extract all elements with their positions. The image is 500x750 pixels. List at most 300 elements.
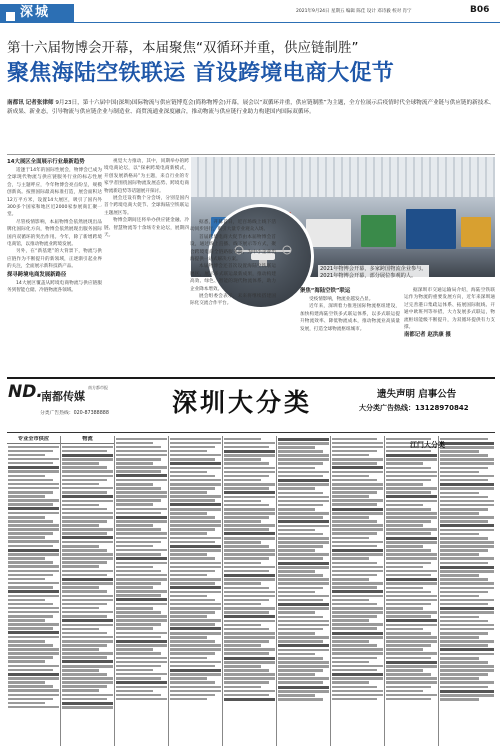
ad-text-line	[386, 640, 437, 643]
classified-rule	[7, 432, 495, 433]
ad-text-line	[8, 503, 53, 506]
ad-text-line	[62, 491, 107, 494]
ad-text-line	[278, 504, 323, 507]
ad-text-line	[386, 615, 431, 618]
ad-text-line	[224, 595, 275, 598]
ad-text-line	[332, 458, 383, 461]
ad-text-line	[62, 669, 99, 672]
ad-text-line	[332, 503, 377, 506]
ad-text-line	[62, 702, 113, 705]
ad-text-line	[8, 631, 59, 634]
ad-text-line	[62, 607, 99, 610]
ad-text-line	[278, 487, 315, 490]
ad-text-line	[170, 458, 215, 461]
ad-text-line	[332, 541, 383, 544]
ad-text-line	[224, 537, 275, 540]
ad-text-line	[332, 611, 383, 614]
ad-text-line	[62, 454, 113, 457]
ad-text-line	[440, 446, 494, 449]
ad-text-line	[116, 669, 153, 672]
ad-text-line	[224, 504, 269, 507]
ad-text-line	[386, 504, 423, 507]
page-header	[0, 0, 500, 22]
ad-text-line	[62, 673, 107, 676]
ad-text-line	[62, 586, 99, 589]
ad-text-line	[170, 503, 221, 506]
ad-text-line	[8, 499, 59, 502]
ad-text-line	[62, 524, 99, 527]
ad-text-line	[116, 566, 153, 569]
paragraph: 物博会期间还将举办供应链金融、冷链、智慧物流等十余场专业论坛，展期四天。	[104, 218, 189, 239]
ad-text-line	[170, 665, 215, 668]
classified-title: 深圳大分类	[172, 388, 313, 417]
ad-text-line	[386, 694, 437, 697]
ad-text-line	[440, 487, 494, 490]
ad-text-line	[440, 644, 488, 647]
ad-text-line	[386, 607, 423, 610]
article-column-3	[190, 219, 276, 370]
ad-text-line	[332, 595, 383, 598]
ad-text-line	[386, 624, 437, 627]
ad-text-line	[278, 525, 329, 528]
ad-text-line	[116, 690, 153, 693]
ad-text-line	[170, 603, 221, 606]
ad-text-line	[116, 570, 161, 573]
ad-text-line	[332, 537, 369, 540]
ad-text-line	[386, 644, 431, 647]
ad-text-line	[386, 520, 431, 523]
ad-text-line	[332, 623, 383, 626]
ad-text-line	[170, 669, 221, 672]
ad-text-line	[116, 462, 153, 465]
paragraph: 据悉，开幕首日，近百场线上线下活动同步进行，吸引大量专业观众入场。	[190, 220, 276, 233]
ad-text-line	[116, 611, 161, 614]
ad-text-line	[8, 553, 59, 556]
ad-text-line	[332, 562, 377, 565]
ad-text-line	[62, 644, 107, 647]
ad-text-line	[8, 491, 53, 494]
ad-text-line	[386, 587, 423, 590]
ad-text-line	[224, 570, 269, 573]
ad-text-line	[62, 549, 107, 552]
ad-text-line	[386, 541, 437, 544]
ad-text-line	[8, 599, 45, 602]
ad-text-line	[62, 520, 107, 523]
ad-text-line	[278, 669, 323, 672]
ad-text-line	[440, 673, 488, 676]
ad-text-line	[332, 462, 377, 465]
ad-text-line	[332, 599, 369, 602]
ad-text-line	[62, 561, 107, 564]
ad-text-line	[8, 689, 59, 692]
hall-roof	[191, 157, 495, 197]
ad-text-line	[440, 694, 494, 697]
ad-text-line	[332, 636, 383, 639]
ad-text-line	[332, 669, 377, 672]
ad-text-line	[332, 627, 377, 630]
ad-text-line	[8, 450, 53, 453]
ad-text-line	[170, 479, 221, 482]
ad-text-line	[386, 508, 431, 511]
ad-text-line	[62, 611, 113, 614]
ad-text-line	[62, 660, 113, 663]
ad-text-line	[224, 665, 261, 668]
paragraph: 展会还设有数个分会场，分别是国内首个跨境电商大促节、全球海陆空铁联运主题展区等。	[104, 196, 189, 216]
ad-text-line	[224, 632, 275, 635]
ad-text-line	[224, 599, 269, 602]
ad-text-line	[278, 496, 329, 499]
ad-text-line	[332, 520, 377, 523]
ad-text-line	[224, 442, 275, 445]
ad-text-line	[116, 474, 167, 477]
ad-text-line	[386, 566, 423, 569]
ad-text-line	[62, 590, 107, 593]
ad-text-line	[116, 661, 167, 664]
ad-text-line	[224, 587, 269, 590]
paragraph: 受疫情影响，物流业越发凸显。	[309, 297, 374, 302]
ad-text-line	[332, 491, 377, 494]
ad-text-line	[278, 454, 329, 457]
ad-text-line	[62, 636, 113, 639]
ad-text-line	[170, 632, 221, 635]
ad-text-line	[170, 487, 215, 490]
ad-text-line	[332, 528, 383, 531]
ad-text-line	[8, 557, 45, 560]
ad-text-line	[332, 471, 383, 474]
ad-text-line	[278, 549, 315, 552]
ad-text-line	[440, 599, 494, 602]
ad-text-line	[440, 677, 479, 680]
ad-text-line	[224, 462, 269, 465]
ad-text-line	[440, 541, 494, 544]
ad-text-line	[170, 698, 207, 701]
ad-text-line	[8, 685, 53, 688]
ad-text-line	[170, 644, 221, 647]
ad-text-line	[386, 524, 423, 527]
ad-text-line	[62, 681, 113, 684]
ad-text-line	[440, 438, 488, 441]
ad-text-line	[62, 582, 113, 585]
ad-text-line	[62, 557, 113, 560]
ad-text-line	[8, 470, 59, 473]
ad-text-line	[278, 545, 323, 548]
ad-text-line	[278, 582, 329, 585]
ad-text-line	[440, 462, 494, 465]
ad-text-line	[224, 591, 275, 594]
ad-text-line	[8, 698, 53, 701]
ad-text-line	[170, 442, 221, 445]
ad-text-line	[440, 578, 488, 581]
ad-text-line	[170, 475, 215, 478]
ad-text-line	[170, 549, 221, 552]
paragraph: 另外，在“新基建”的大背景下，物流与供应链作为不断提升的新领域，正逐渐引起业界的关注，全面展示新科技新产品。	[7, 249, 102, 270]
ad-text-line	[224, 500, 261, 503]
ad-text-line	[8, 673, 59, 676]
ad-text-line	[170, 640, 215, 643]
ad-text-line	[278, 512, 329, 515]
ad-text-line	[116, 524, 153, 527]
ad-text-line	[386, 591, 431, 594]
ad-text-line	[440, 475, 494, 478]
ad-text-line	[62, 512, 113, 515]
ad-text-line	[386, 495, 437, 498]
ad-text-line	[170, 553, 207, 556]
ad-text-line	[170, 446, 215, 449]
ad-text-line	[62, 470, 113, 473]
ad-text-line	[224, 532, 275, 535]
ad-text-line	[440, 661, 488, 664]
ad-text-line	[440, 657, 479, 660]
ad-text-line	[8, 586, 53, 589]
ad-text-line	[278, 694, 315, 697]
ad-text-line	[278, 467, 315, 470]
ad-text-line	[62, 446, 113, 449]
ad-text-line	[386, 599, 437, 602]
ad-text-line	[116, 479, 167, 482]
caption-line: 2021年物博会开幕，多家跨国物流企业参与。	[320, 266, 427, 272]
ad-text-line	[386, 458, 437, 461]
ad-text-line	[224, 603, 261, 606]
ad-text-line	[332, 694, 383, 697]
ad-text-line	[440, 648, 494, 651]
ad-text-line	[332, 657, 377, 660]
ad-text-line	[386, 619, 437, 622]
ad-text-line	[278, 479, 329, 482]
article-column-4	[300, 287, 400, 370]
ad-text-line	[116, 632, 167, 635]
ad-text-line	[278, 595, 329, 598]
ad-text-line	[278, 450, 323, 453]
ad-text-line	[116, 516, 167, 519]
ad-text-line	[332, 586, 377, 589]
ad-text-line	[440, 611, 494, 614]
ad-text-line	[386, 574, 431, 577]
ad-text-line	[116, 590, 167, 593]
ad-text-line	[440, 529, 494, 532]
ad-text-line	[116, 483, 153, 486]
booth	[361, 215, 396, 247]
ad-text-line	[116, 553, 161, 556]
ad-text-line	[386, 454, 437, 457]
ad-text-line	[278, 632, 315, 635]
ad-text-line	[332, 553, 383, 556]
ad-text-line	[170, 661, 221, 664]
ad-text-line	[440, 454, 488, 457]
ad-text-line	[332, 566, 383, 569]
ad-text-line	[440, 479, 488, 482]
ad-text-line	[170, 528, 215, 531]
ad-text-line	[8, 669, 53, 672]
booth	[406, 209, 456, 249]
ad-text-line	[170, 471, 207, 474]
ad-text-line	[224, 520, 261, 523]
ad-text-line	[170, 586, 221, 589]
ad-text-line	[386, 570, 437, 573]
lead-reporter: 记者张律师	[25, 100, 54, 106]
ad-text-line	[440, 603, 488, 606]
issue-meta: 2021年9月24日 星期五 编辑 陈佳 设计 邓诗毅 校对 肖宁	[296, 9, 412, 14]
ad-text-line	[8, 706, 59, 709]
ad-column-heading: 物流	[61, 436, 114, 444]
ad-text-line	[8, 462, 53, 465]
ad-text-line	[386, 487, 437, 490]
ad-text-line	[224, 640, 269, 643]
logo-small: 南方都市报	[88, 385, 108, 390]
ad-text-line	[8, 574, 53, 577]
ad-text-line	[116, 491, 167, 494]
ad-text-line	[8, 507, 59, 510]
ad-text-line	[440, 587, 494, 590]
ad-text-line	[440, 636, 479, 639]
ad-column	[439, 436, 495, 746]
ad-text-line	[386, 537, 437, 540]
ad-text-line	[8, 648, 59, 651]
column-heading: 探寻跨境电商发展新路径	[7, 271, 67, 278]
ad-text-line	[224, 562, 261, 565]
ad-text-line	[170, 516, 215, 519]
ad-text-line	[224, 566, 275, 569]
ad-text-line	[440, 566, 494, 569]
ad-text-line	[62, 632, 107, 635]
ad-text-line	[224, 607, 275, 610]
ad-text-line	[170, 512, 207, 515]
ad-text-line	[386, 557, 437, 560]
ad-text-line	[278, 673, 315, 676]
ad-text-line	[332, 603, 377, 606]
ad-text-line	[278, 438, 329, 441]
ad-text-line	[224, 636, 275, 639]
ad-text-line	[62, 615, 107, 618]
ad-text-line	[224, 690, 275, 693]
ad-text-line	[332, 549, 383, 552]
ad-text-line	[278, 475, 323, 478]
ad-text-line	[278, 508, 315, 511]
ad-text-line	[224, 446, 269, 449]
ad-text-line	[332, 516, 369, 519]
ad-text-line	[386, 516, 437, 519]
ad-text-line	[62, 528, 113, 531]
ad-text-line	[170, 595, 207, 598]
ad-text-line	[8, 540, 59, 543]
ad-text-line	[278, 640, 323, 643]
article-column-5	[404, 287, 495, 370]
ad-text-line	[332, 466, 383, 469]
ad-text-line	[386, 657, 431, 660]
ad-text-line	[8, 512, 59, 515]
article-subtitle: 第十六届物博会开幕，本届聚焦“双循环并重，供应链制胜”	[7, 40, 359, 56]
ad-text-line	[278, 665, 329, 668]
ad-text-line	[278, 681, 323, 684]
logo-name: 南都传媒	[41, 390, 85, 403]
ad-text-line	[62, 619, 113, 622]
classified-hotline: 分类广告热线：020-87388888	[40, 411, 109, 416]
ad-text-line	[116, 598, 167, 601]
ad-text-line	[62, 553, 113, 556]
ad-text-line	[278, 657, 323, 660]
ad-text-line	[116, 686, 167, 689]
ad-text-line	[332, 661, 369, 664]
ad-text-line	[332, 483, 383, 486]
ad-text-line	[224, 582, 261, 585]
ad-text-line	[440, 669, 494, 672]
ad-text-line	[278, 566, 329, 569]
ad-text-line	[224, 475, 269, 478]
ad-text-line	[116, 520, 167, 523]
ad-text-line	[440, 500, 494, 503]
ad-text-line	[62, 628, 99, 631]
ad-text-line	[278, 458, 329, 461]
ad-text-line	[278, 611, 315, 614]
ad-text-line	[62, 532, 107, 535]
ad-text-line	[224, 496, 275, 499]
ad-column	[277, 436, 331, 746]
ad-text-line	[62, 495, 113, 498]
ad-text-line	[278, 578, 329, 581]
nandu-logo	[8, 382, 108, 404]
ad-text-line	[170, 690, 221, 693]
ad-text-line	[8, 665, 59, 668]
ad-text-line	[440, 582, 494, 585]
ad-text-line	[278, 500, 329, 503]
ad-text-line	[8, 611, 59, 614]
ad-text-line	[224, 545, 269, 548]
ad-text-line	[386, 698, 431, 701]
ad-text-line	[278, 462, 323, 465]
ad-text-line	[170, 566, 221, 569]
ad-text-line	[278, 603, 329, 606]
ad-text-line	[332, 686, 377, 689]
ad-text-line	[440, 686, 488, 689]
ad-text-line	[386, 479, 431, 482]
ad-text-line	[116, 673, 167, 676]
ad-text-line	[278, 471, 329, 474]
ad-text-line	[440, 537, 488, 540]
ad-text-line	[170, 467, 221, 470]
paragraph: 适逢于14年的国际性展会，物博会已成为全球现代物流与供应链服务行业的标志性展会，与主题呼应，今年物博会亮点纷呈，规模创新高。按照国际最高标准打造，展会面积达12万平方米，设置14大展区，吸引了国内外300多个国家和地区近2000家参展商汇聚一堂。	[7, 168, 102, 218]
ad-text-line	[278, 553, 329, 556]
ad-text-line	[170, 532, 207, 535]
ad-text-line	[8, 475, 45, 478]
ad-text-line	[278, 628, 323, 631]
ad-text-line	[116, 665, 161, 668]
ad-text-line	[440, 516, 494, 519]
ad-text-line	[386, 665, 437, 668]
ad-text-line	[332, 438, 377, 441]
ad-text-line	[224, 557, 269, 560]
ad-text-line	[8, 545, 53, 548]
ad-text-line	[170, 537, 221, 540]
ad-text-line	[8, 590, 59, 593]
ad-text-line	[62, 450, 107, 453]
ad-text-line	[386, 450, 431, 453]
ad-text-line	[224, 578, 275, 581]
ad-text-line	[170, 462, 221, 465]
ad-text-line	[278, 686, 329, 689]
ad-text-line	[170, 570, 215, 573]
ad-text-line	[440, 458, 494, 461]
lost-notice-hotline: 大分类广告热线：13128970842	[359, 404, 469, 412]
ad-text-line	[224, 491, 275, 494]
ad-text-line	[170, 557, 215, 560]
ad-text-line	[170, 599, 215, 602]
ad-text-line	[8, 636, 59, 639]
ad-text-line	[440, 504, 494, 507]
ad-text-line	[116, 619, 167, 622]
ad-text-line	[116, 623, 161, 626]
ad-text-line	[62, 640, 113, 643]
ad-text-line	[62, 483, 99, 486]
ad-text-line	[224, 528, 269, 531]
